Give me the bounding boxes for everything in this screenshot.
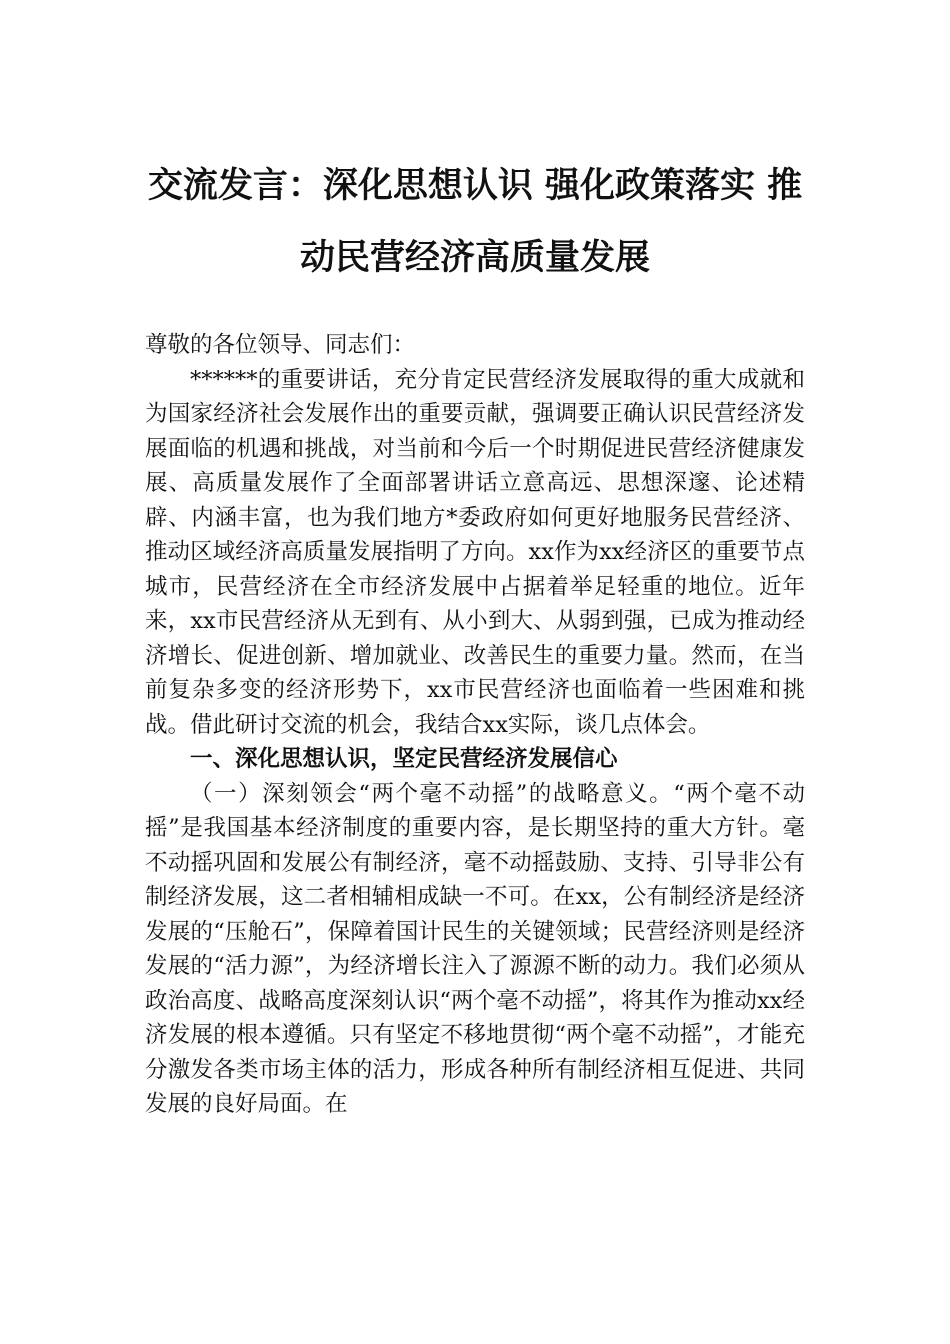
document-title: 交流发言：深化思想认识 强化政策落实 推动民营经济高质量发展 xyxy=(147,165,803,278)
salutation: 尊敬的各位领导、同志们： xyxy=(145,332,416,358)
document-body xyxy=(145,328,805,1122)
paragraph-section-1-1: （一）深刻领会“两个毫不动摇”的战略意义。“两个毫不动摇”是我国基本经济制度的重要内容，是长期坚持的重大方针。毫不动摇巩固和发展公有制经济，毫不动摇鼓励、支持、引导非公有制经济发展，这二者相辅相成缺一不可。在xx，公有制经济是经济发展的“压舱石”，保障着国计民生的关键领域；民营经济则是经济发展的“活力源”，为经济增长注入了源源不断的动力。我们必须从政治高度、战略高度深刻认识“两个毫不动摇”，将其作为推动xx经济发展的根本遵循。只有坚定不移地贯彻“两个毫不动摇”，才能充分激发各类市场主体的活力，形成各种所有制经济相互促进、共同发展的良好局面。在 xyxy=(145,780,805,1117)
section-heading-1: 一、深化思想认识，坚定民营经济发展信心 xyxy=(190,746,618,772)
paragraph-intro: ******的重要讲话，充分肯定民营经济发展取得的重大成就和为国家经济社会发展作出的重要贡献，强调要正确认识民营经济发展面临的机遇和挑战，对当前和今后一个时期促进民营经济健康发展、高质量发展作了全面部署讲话立意高远、思想深邃、论述精辟、内涵丰富，也为我们地方*委政府如何更好地服务民营经济、推动区域经济高质量发展指明了方向。xx作为xx经济区的重要节点城市，民营经济在全市经济发展中占据着举足轻重的地位。近年来，xx市民营经济从无到有、从小到大、从弱到强，已成为推动经济增长、促进创新、增加就业、改善民生的重要力量。然而，在当前复杂多变的经济形势下，xx市民营经济也面临着一些困难和挑战。借此研讨交流的机会，我结合xx实际，谈几点体会。 xyxy=(145,366,805,738)
